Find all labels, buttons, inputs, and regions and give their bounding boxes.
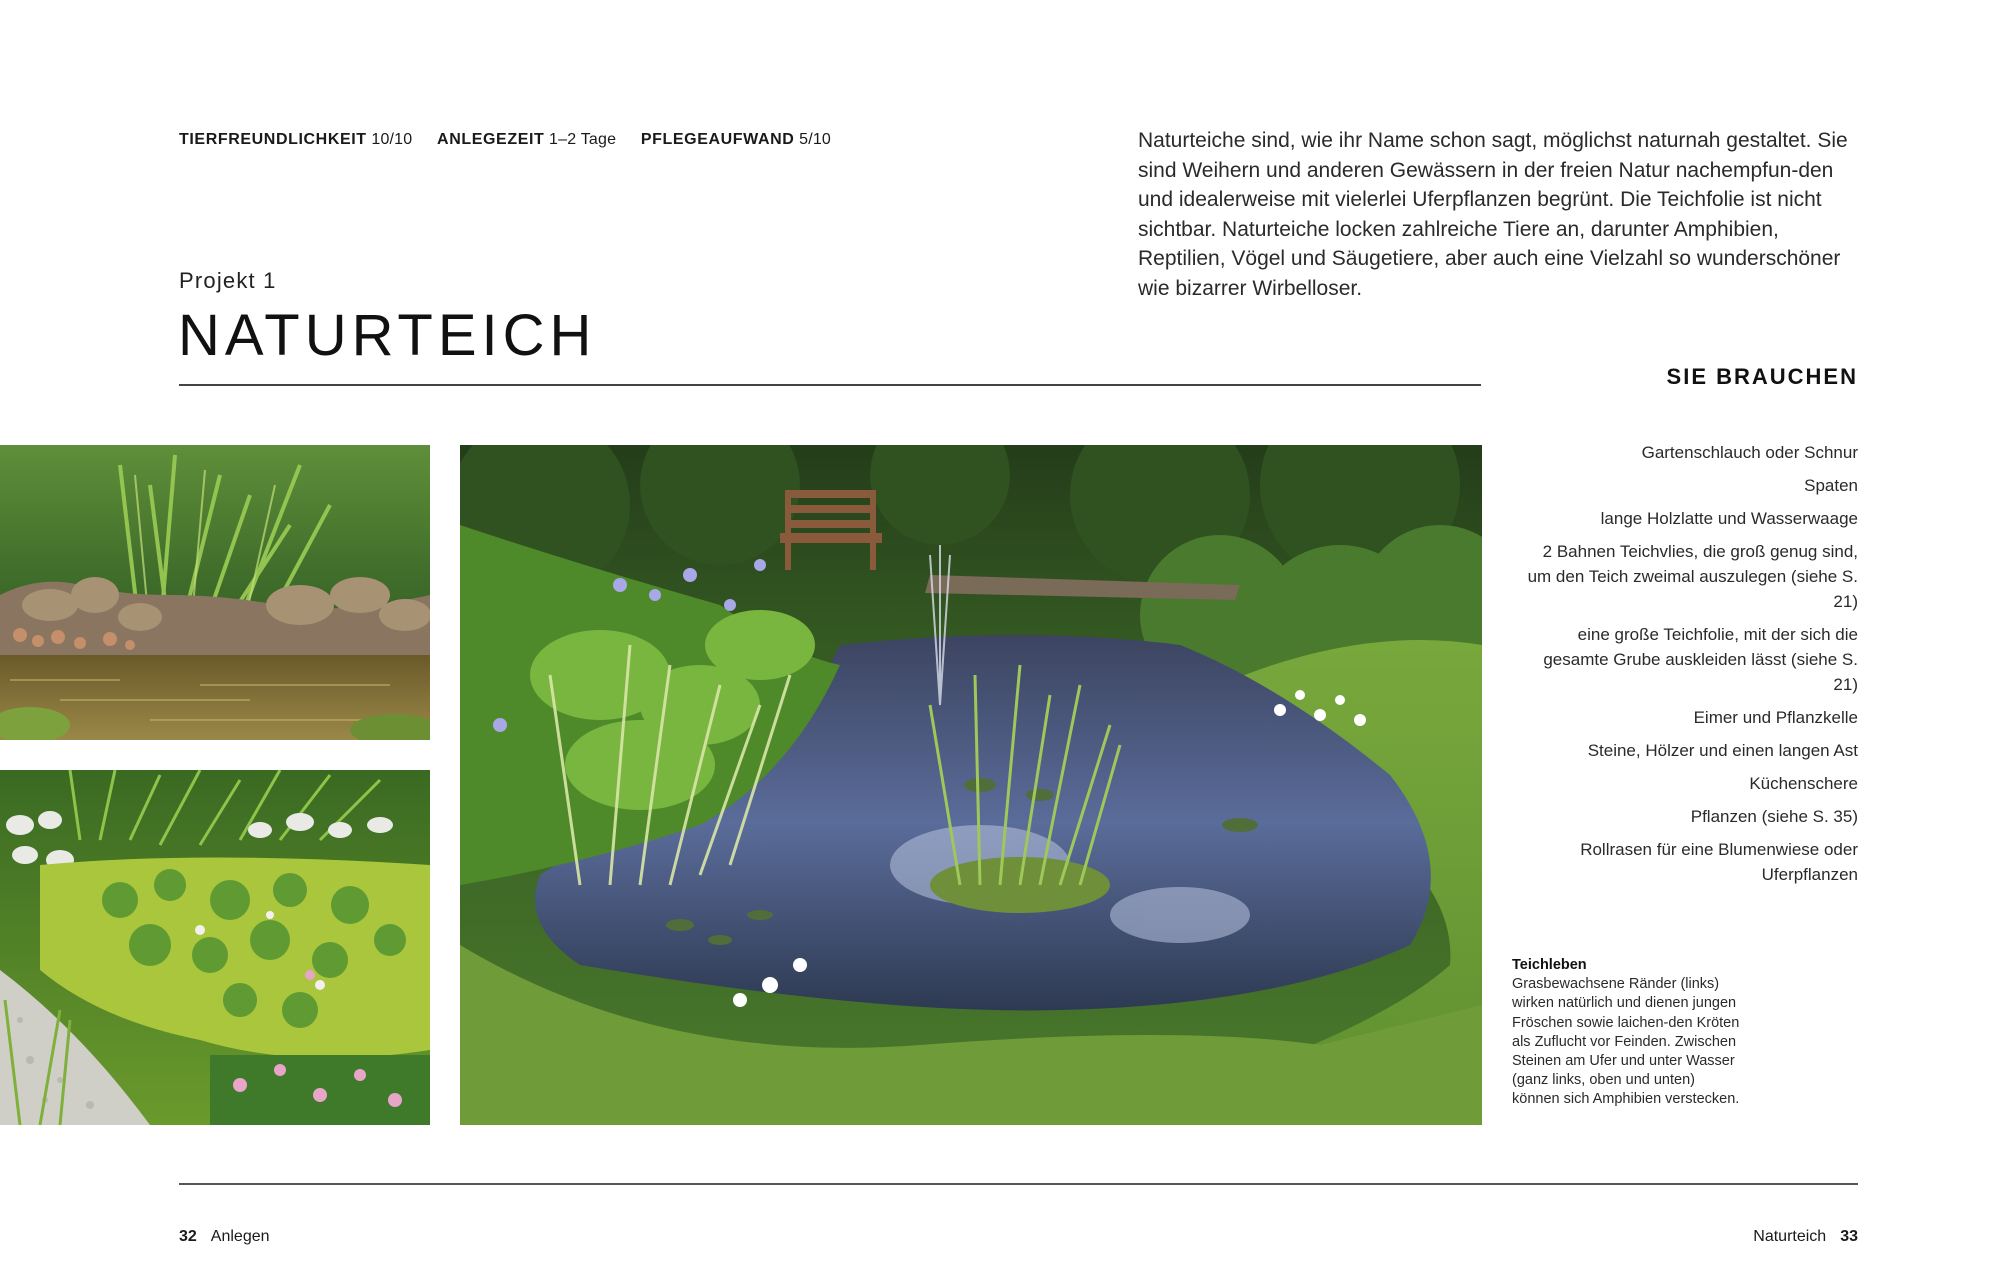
footer-left — [179, 1228, 270, 1246]
intro-paragraph: Naturteiche sind, wie ihr Name schon sagt, möglichst naturnah gestaltet. Sie sind Weihern und anderen Gewässern in der freien Natur nachempfun-den und idealerweise mit vielerlei Uferpflanzen begrünt. Die Teichfolie ist nicht sichtbar. Naturteiche locken zahlreiche Tiere an, darunter Amphibien, Reptilien, Vögel und Säugetiere, aber auch eine Vielzahl so wunderschöner wie bizarrer Wirbelloser. — [1138, 129, 1848, 300]
materials-heading: SIE BRAUCHEN — [1666, 364, 1858, 389]
materials-item: Küchenschere — [1749, 774, 1858, 793]
title-divider — [179, 384, 1481, 386]
materials-item: Spaten — [1804, 476, 1858, 495]
materials-item: Gartenschlauch oder Schnur — [1641, 443, 1858, 462]
materials-item: lange Holzlatte und Wasserwaage — [1600, 509, 1858, 528]
page-number-right: 33 — [1840, 1228, 1858, 1245]
stat-maintenance: PFLEGEAUFWAND 5/10 — [640, 131, 832, 148]
stat-animal-friendliness: TIERFREUNDLICHKEIT 10/10 — [179, 131, 413, 148]
stat-setup-time: ANLEGEZEIT 1–2 Tage — [437, 131, 617, 148]
photo-water-lilies — [0, 770, 430, 1125]
photo-natural-pond — [460, 445, 1482, 1125]
caption-title: Teichleben — [1512, 957, 1587, 973]
photo-stone-pond-edge — [0, 445, 430, 740]
materials-item: 2 Bahnen Teichvlies, die groß genug sind, um den Teich zweimal auszulegen (siehe S. 21) — [1527, 542, 1858, 611]
section-label-right: Naturteich — [1753, 1228, 1827, 1245]
materials-item: Steine, Hölzer und einen langen Ast — [1587, 741, 1858, 760]
footer-divider — [179, 1183, 1858, 1185]
materials-list — [1520, 440, 1858, 895]
section-label-left: Anlegen — [210, 1228, 270, 1245]
page-title: NATURTEICH — [178, 303, 597, 368]
project-number: Projekt 1 — [179, 268, 277, 293]
caption-text: Grasbewachsene Ränder (links) wirken natürlich und dienen jungen Fröschen sowie laichen-den Kröten als Zuflucht vor Feinden. Zwischen Steinen am Ufer und unter Wasser (ganz links, oben und unten) können sich Amphibien verstecken. — [1512, 976, 1740, 1108]
materials-item: Eimer und Pflanzkelle — [1693, 708, 1858, 727]
project-stats — [179, 131, 851, 149]
photo-caption — [1512, 956, 1742, 1110]
materials-item: Pflanzen (siehe S. 35) — [1690, 807, 1858, 826]
materials-item: eine große Teichfolie, mit der sich die gesamte Grube auskleiden lässt (siehe S. 21) — [1543, 625, 1858, 694]
materials-item: Rollrasen für eine Blumenwiese oder Uferpflanzen — [1580, 840, 1858, 884]
footer-right — [1753, 1228, 1858, 1246]
page-number-left: 32 — [179, 1228, 197, 1245]
